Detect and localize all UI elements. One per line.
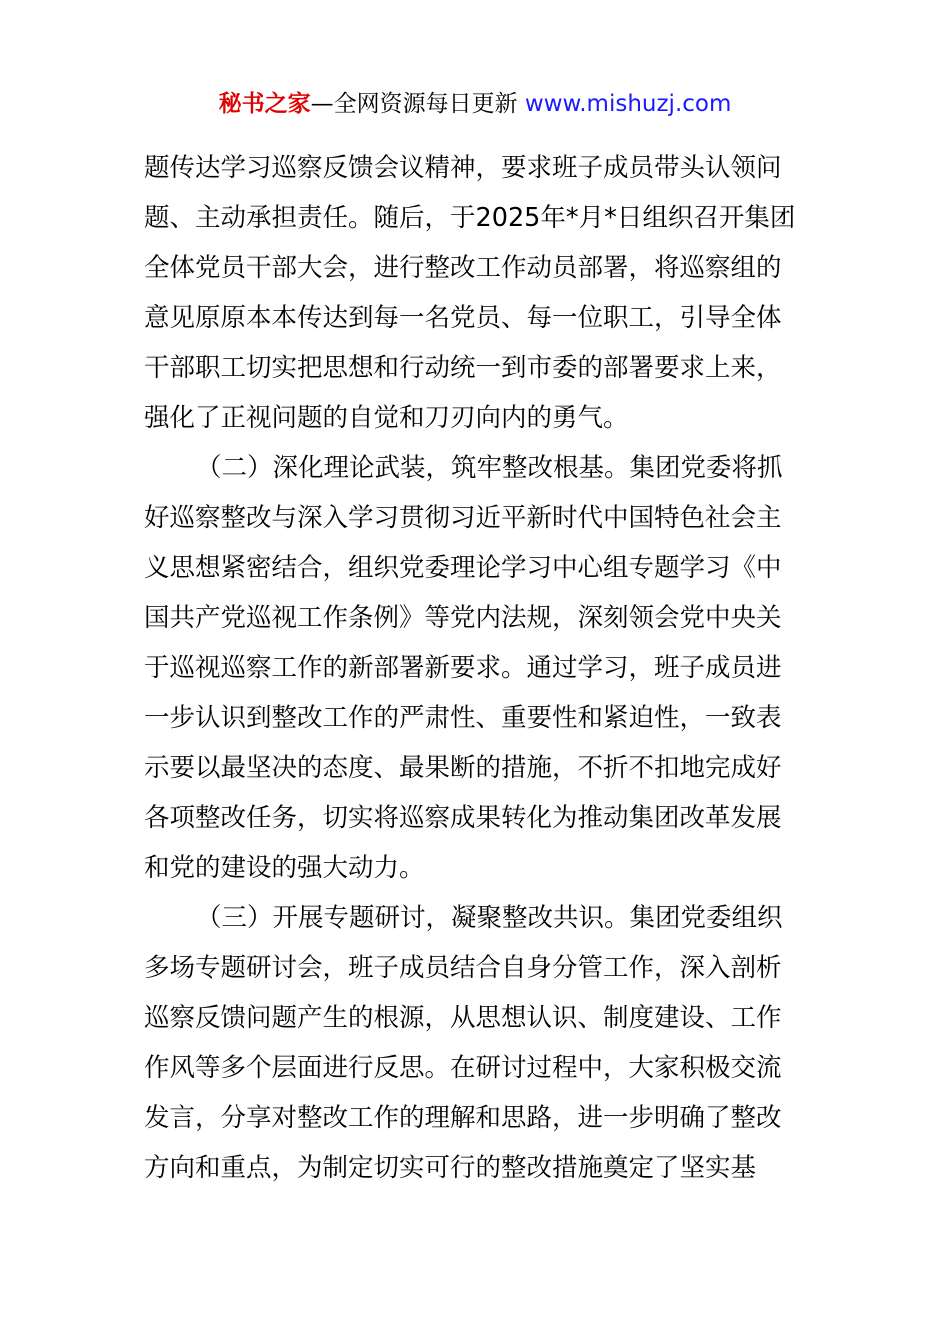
text-line: 题传达学习巡察反馈会议精神，要求班子成员带头认领问 — [144, 153, 782, 183]
text-line: 方向和重点，为制定切实可行的整改措施奠定了坚实基 — [144, 1153, 757, 1183]
text-line: 好巡察整改与深入学习贯彻习近平新时代中国特色社会主 — [144, 503, 782, 533]
text-line: 巡察反馈问题产生的根源，从思想认识、制度建设、工作 — [144, 1003, 782, 1033]
text-line: 强化了正视问题的自觉和刀刃向内的勇气。 — [144, 403, 629, 433]
text-line: 和党的建设的强大动力。 — [144, 853, 425, 883]
document-body — [144, 143, 810, 1193]
text-line: 义思想紧密结合，组织党委理论学习中心组专题学习《中 — [144, 553, 782, 583]
text-line: 作风等多个层面进行反思。在研讨过程中，大家积极交流 — [144, 1053, 782, 1083]
section-heading-line: （三）开展专题研讨，凝聚整改共识。集团党委组织 — [196, 903, 783, 933]
text-line: 题、主动承担责任。随后，于2025年*月*日组织召开集团 — [144, 203, 796, 233]
text-line: 意见原原本本传达到每一名党员、每一位职工，引导全体 — [144, 303, 782, 333]
text-line: 国共产党巡视工作条例》等党内法规，深刻领会党中央关 — [144, 603, 782, 633]
text-line: 各项整改任务，切实将巡察成果转化为推动集团改革发展 — [144, 803, 782, 833]
text-line: 多场专题研讨会，班子成员结合自身分管工作，深入剖析 — [144, 953, 782, 983]
text-line: 干部职工切实把思想和行动统一到市委的部署要求上来， — [144, 353, 782, 383]
website-link[interactable]: www.mishuzj.com — [524, 91, 732, 117]
text-line: 发言，分享对整改工作的理解和思路，进一步明确了整改 — [144, 1103, 782, 1133]
header-tagline: —全网资源每日更新 — [310, 91, 518, 117]
page-header — [0, 86, 950, 122]
text-line: 全体党员干部大会，进行整改工作动员部署，将巡察组的 — [144, 253, 782, 283]
text-line: 于巡视巡察工作的新部署新要求。通过学习，班子成员进 — [144, 653, 782, 683]
brand-name: 秘书之家 — [218, 91, 311, 117]
text-line: 示要以最坚决的态度、最果断的措施，不折不扣地完成好 — [144, 753, 782, 783]
section-heading-line: （二）深化理论武装，筑牢整改根基。集团党委将抓 — [196, 453, 783, 483]
text-line: 一步认识到整改工作的严肃性、重要性和紧迫性，一致表 — [144, 703, 782, 733]
